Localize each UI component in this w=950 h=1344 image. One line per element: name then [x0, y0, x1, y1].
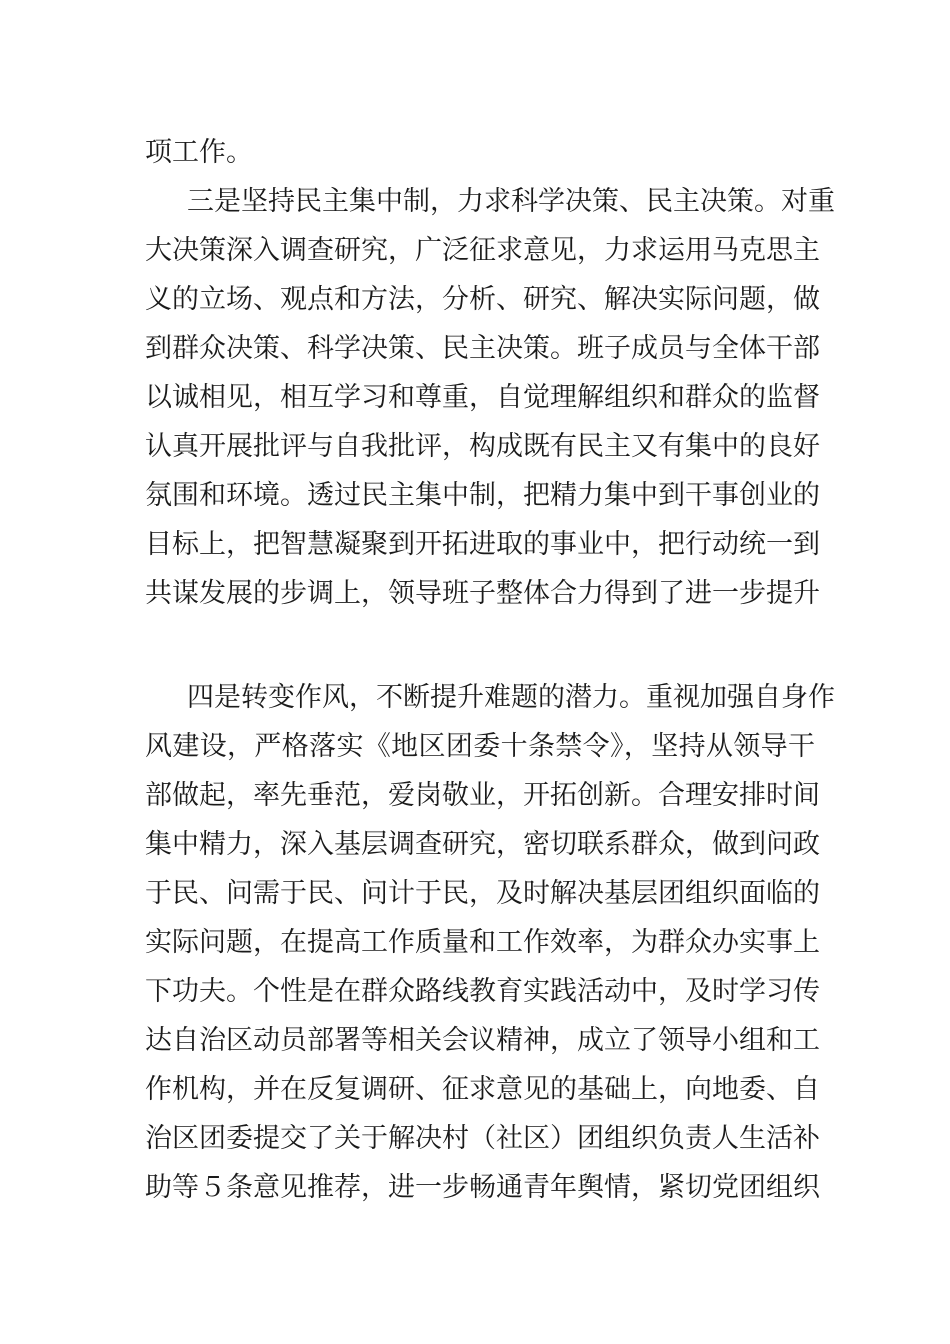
paragraph-line: 项工作。 — [145, 137, 253, 168]
paragraph-line: 实际问题，在提高工作质量和工作效率，为群众办实事上 — [145, 927, 820, 958]
paragraph-line: 共谋发展的步调上，领导班子整体合力得到了进一步提升 — [145, 578, 820, 609]
paragraph-line: 大决策深入调查研究，广泛征求意见，力求运用马克思主 — [145, 235, 820, 266]
paragraph-line: 氛围和环境。透过民主集中制，把精力集中到干事创业的 — [145, 480, 820, 511]
paragraph-line: 义的立场、观点和方法，分析、研究、解决实际问题，做 — [145, 284, 820, 315]
paragraph-line: 三是坚持民主集中制，力求科学决策、民主决策。对重 — [187, 186, 835, 217]
paragraph-line: 认真开展批评与自我批评，构成既有民主又有集中的良好 — [145, 431, 820, 462]
paragraph-line: 集中精力，深入基层调查研究，密切联系群众，做到问政 — [145, 829, 820, 860]
paragraph-line: 于民、问需于民、问计于民，及时解决基层团组织面临的 — [145, 878, 820, 909]
paragraph-line: 下功夫。个性是在群众路线教育实践活动中，及时学习传 — [145, 976, 820, 1007]
paragraph-line: 助等５条意见推荐，进一步畅通青年舆情，紧切党团组织 — [145, 1172, 820, 1203]
paragraph-line: 四是转变作风，不断提升难题的潜力。重视加强自身作 — [187, 682, 835, 713]
paragraph-line: 到群众决策、科学决策、民主决策。班子成员与全体干部 — [145, 333, 820, 364]
paragraph-line: 风建设，严格落实《地区团委十条禁令》，坚持从领导干 — [145, 731, 815, 762]
paragraph-line: 目标上，把智慧凝聚到开拓进取的事业中，把行动统一到 — [145, 529, 820, 560]
paragraph-line: 以诚相见，相互学习和尊重，自觉理解组织和群众的监督 — [145, 382, 820, 413]
paragraph-line: 治区团委提交了关于解决村（社区）团组织负责人生活补 — [145, 1123, 820, 1154]
paragraph-line: 达自治区动员部署等相关会议精神，成立了领导小组和工 — [145, 1025, 820, 1056]
paragraph-line: 部做起，率先垂范，爱岗敬业，开拓创新。合理安排时间 — [145, 780, 820, 811]
paragraph-line: 作机构，并在反复调研、征求意见的基础上，向地委、自 — [145, 1074, 820, 1105]
